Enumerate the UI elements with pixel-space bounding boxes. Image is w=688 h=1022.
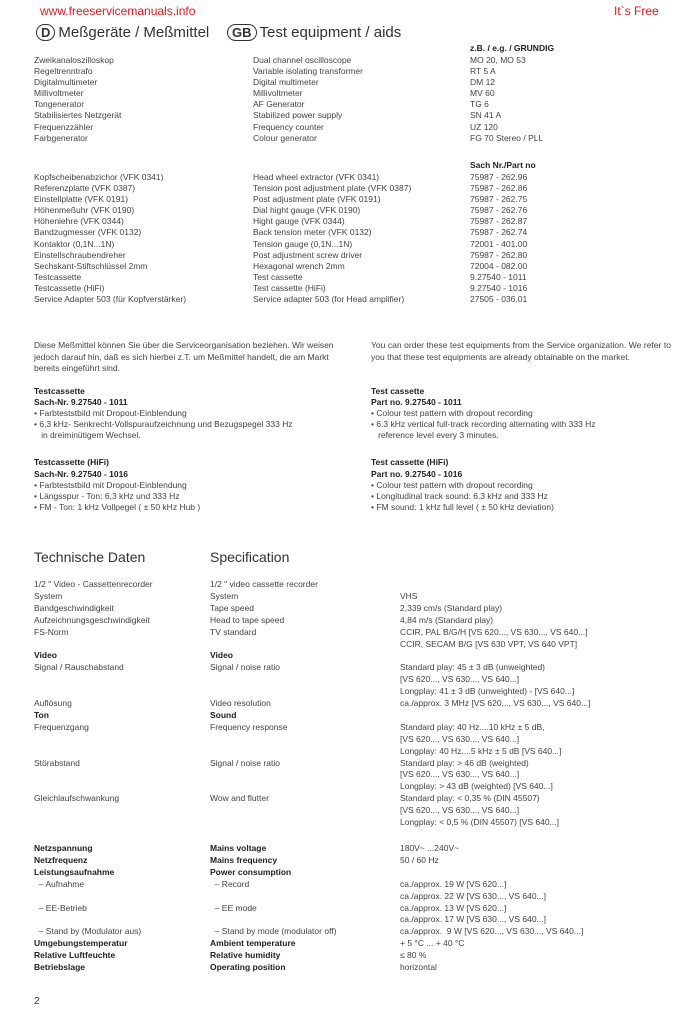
spec-cell-val: 180V~ ...240V~ — [400, 843, 460, 853]
spec-cell-de: – EE-Betrieb — [34, 902, 87, 913]
equipment-list-model — [470, 55, 543, 144]
spec-cell-de: Gleichlaufschwankung — [34, 793, 120, 804]
cassette-feature: • FM sound: 1 kHz full level ( ± 50 kHz deviation) — [371, 501, 554, 512]
cassette-feature: in dreiminütigem Wechsel. — [34, 430, 141, 441]
spec-cell-de: Frequenzgang — [34, 721, 89, 732]
equipment-name-en: Dual channel oscilloscope — [253, 55, 352, 65]
spec-cell-de: Signal / Rauschabstand — [34, 662, 124, 673]
equipment-model: TG 6 — [470, 99, 489, 110]
part-name-de: Testcassette (HiFi) — [34, 282, 105, 293]
part-name-de: Testcassette — [34, 271, 82, 282]
spec-cell-val: Longplay: 40 Hz....5 kHz ± 5 dB [VS 640...] — [400, 745, 562, 756]
spec-cell-en: Signal / noise ratio — [210, 757, 280, 768]
title-de — [36, 24, 209, 41]
spec-cell-en: Mains voltage — [210, 843, 267, 853]
spec-title-en: Specification — [210, 549, 290, 565]
spec-cell-en: Wow and flutter — [210, 793, 269, 804]
language-badge-gb: GB — [227, 24, 257, 41]
part-name-en: Dial hight gauge (VFK 0190) — [253, 205, 361, 216]
spec-cell-val: Standard play: 45 ± 3 dB (unweighted) — [400, 662, 546, 673]
part-name-de: Service Adapter 503 (für Kopfverstärker) — [34, 294, 187, 305]
part-name-de: Höhenlehre (VFK 0344) — [34, 216, 124, 227]
spec-cell-de: Ton — [34, 709, 49, 720]
part-number: 72004 - 082.00 — [470, 260, 528, 271]
spec-cell-val: ca./approx. 22 W [VS 630..., VS 640...] — [400, 890, 546, 901]
cassette-info-de — [34, 386, 293, 513]
part-name-en: Hight gauge (VFK 0344) — [253, 216, 345, 227]
part-name-en: Tension post adjustment plate (VFK 0387) — [253, 183, 412, 194]
spec-cell-en: Video resolution — [210, 698, 271, 708]
part-number: 75987 - 262.86 — [470, 183, 528, 194]
spec-cell-de: – Stand by (Modulator aus) — [34, 926, 142, 937]
spec-cell-de: FS-Norm — [34, 626, 69, 637]
site-watermark[interactable]: www.freeservicemanuals.info — [40, 4, 196, 18]
title-gb — [227, 24, 401, 41]
part-name-en: Hexagonal wrench 2mm — [253, 260, 345, 271]
spec-cell-val: 4,84 m/s (Standard play) — [400, 614, 494, 625]
spec-cell-de: Relative Luftfeuchte — [34, 950, 116, 961]
spec-cell-val: + 5 °C ... + 40 °C — [400, 938, 465, 949]
cassette-title: Test cassette — [371, 386, 425, 396]
equipment-list-de — [34, 55, 121, 144]
cassette-feature: • Farbteststbild mit Dropout-Einblendung — [34, 408, 187, 419]
spec-cell-de: Netzfrequenz — [34, 854, 88, 865]
spec-cell-en: Sound — [210, 709, 237, 720]
spec-cell-de: Bandgeschwindigkeit — [34, 602, 114, 613]
spec-cell-val: VHS — [400, 590, 418, 601]
spec-cell-val: ≤ 80 % — [400, 950, 427, 961]
spec-cell-en: 1/2 " video cassette recorder — [210, 579, 318, 589]
part-name-de: Kopfscheibenabzichor (VFK 0341) — [34, 172, 164, 182]
equipment-name-de: Zweikanaloszilloskop — [34, 55, 114, 65]
part-number: 75987 - 262.76 — [470, 205, 528, 216]
spec-cell-en: TV standard — [210, 626, 257, 637]
spec-cell-val: ca./approx. 17 W [VS 630..., VS 640...] — [400, 914, 546, 925]
spec-cell-en: Head to tape speed — [210, 614, 285, 625]
spec-cell-val: ca./approx. 13 W [VS 620...] — [400, 902, 507, 913]
spec-cell-val: Standard play: > 46 dB (weighted) — [400, 757, 529, 768]
page-number: 2 — [34, 996, 40, 1007]
cassette-feature: • Longitudinal track sound: 6.3 kHz and 333 Hz — [371, 490, 548, 501]
part-number: 27505 - 036.01 — [470, 294, 528, 305]
equipment-name-de: Stabilisiertes Netzgerät — [34, 110, 122, 121]
cassette-feature: • 6.3 kHz vertical full-track recording alternating with 333 Hz — [371, 419, 596, 430]
part-number: 9.27540 - 1016 — [470, 282, 528, 293]
spec-cell-en: Frequency response — [210, 721, 288, 732]
spec-cell-val: Longplay: < 0,5 % (DIN 45507) [VS 640...] — [400, 817, 559, 827]
part-name-en: Post adjustment screw driver — [253, 249, 363, 260]
spec-cell-val: Longplay: > 43 dB (weighted) [VS 640...] — [400, 781, 553, 792]
spec-cell-de: Umgebungstemperatur — [34, 938, 128, 949]
part-number: 75987 - 262.74 — [470, 227, 528, 238]
spec-cell-en: Operating position — [210, 962, 286, 972]
parts-list-de — [34, 172, 186, 305]
part-number: 75987 - 262.87 — [470, 216, 528, 227]
spec-cell-val: ca./approx. 3 MHz [VS 620..., VS 630..., VS 640...] — [400, 698, 591, 708]
equipment-model: RT 5 A — [470, 66, 496, 77]
spec-cell-val: ca./approx. 9 W [VS 620..., VS 630..., VS 640...] — [400, 926, 584, 937]
part-name-de: Sechskant-Stiftschlüssel 2mm — [34, 260, 148, 271]
spec-cell-val: Standard play: < 0,35 % (DIN 45507) — [400, 793, 540, 804]
spec-cell-de: Störabstand — [34, 757, 80, 768]
parts-header: Sach Nr./Part no — [470, 160, 536, 170]
equipment-name-en: Millivoltmeter — [253, 88, 303, 99]
part-number: 75987 - 262.75 — [470, 194, 528, 205]
equipment-list-en — [253, 55, 363, 144]
spec-cell-de: – Aufnahme — [34, 878, 85, 889]
spec-cell-de: Video — [34, 650, 57, 661]
spec-cell-en: Relative humidity — [210, 950, 281, 961]
part-name-en: Service adapter 503 (for Head amplifier) — [253, 294, 405, 305]
part-name-de: Höhenmeßuhr (VFK 0190) — [34, 205, 135, 216]
equipment-name-en: Variable isolating transformer — [253, 66, 363, 77]
equipment-name-en: Frequency counter — [253, 121, 324, 132]
spec-cell-de: System — [34, 590, 63, 601]
equipment-name-de: Frequenzzähler — [34, 121, 94, 132]
part-number: 75987 - 262.96 — [470, 172, 528, 182]
spec-cell-val: Standard play: 40 Hz....10 kHz ± 5 dB, — [400, 721, 545, 732]
part-name-en: Tension gauge (0,1N...1N) — [253, 238, 353, 249]
spec-cell-de: Aufzeichnungsgeschwindigkeit — [34, 614, 150, 625]
cassette-feature: reference level every 3 minutes. — [371, 430, 499, 441]
cassette-part-no: Part no. 9.27540 - 1016 — [371, 468, 463, 479]
title-gb-text: Test equipment / aids — [259, 24, 402, 41]
part-name-en: Back tension meter (VFK 0132) — [253, 227, 372, 238]
spec-cell-val: 50 / 60 Hz — [400, 854, 439, 865]
spec-cell-en: Ambient temperature — [210, 938, 296, 949]
cassette-title: Test cassette (HiFi) — [371, 457, 449, 468]
spec-cell-en: Tape speed — [210, 602, 254, 613]
spec-cell-en: Power consumption — [210, 866, 292, 877]
spec-cell-val: 2,339 cm/s (Standard play) — [400, 602, 503, 613]
spec-cell-de: Betriebslage — [34, 962, 86, 972]
equipment-name-de: Regeltrenntrafo — [34, 66, 93, 77]
note-de: Diese Meßmittel können Sie über die Serviceorganisation beziehen. Wir weisen jedoch darauf hin, daß es sich hierbei z.T. um Meßmittel handelt, die am Markt bereits eingeführt sind. — [34, 340, 334, 373]
spec-cell-val: Longplay: 41 ± 3 dB (unweighted) - [VS 640...] — [400, 686, 575, 697]
spec-cell-en: Signal / noise ratio — [210, 662, 280, 673]
spec-cell-en: – Record — [210, 878, 250, 889]
cassette-feature: • Colour test pattern with dropout recording — [371, 408, 533, 419]
part-name-en: Test cassette — [253, 271, 303, 282]
cassette-feature: • 6,3 kHz- Senkrecht-Vollspuraufzeichnung und Bezugspegel 333 Hz — [34, 419, 293, 430]
part-name-en: Test cassette (HiFi) — [253, 282, 326, 293]
spec-cell-val: [VS 620..., VS 630..., VS 640...] — [400, 674, 520, 685]
cassette-info-en — [371, 386, 596, 513]
spec-cell-de: Leistungsaufnahme — [34, 866, 115, 877]
part-name-de: Bandzugmesser (VFK 0132) — [34, 227, 142, 238]
equipment-model: DM 12 — [470, 77, 496, 88]
spec-cell-en: – EE mode — [210, 902, 257, 913]
cassette-feature: • Farbteststbild mit Dropout-Einblendung — [34, 479, 187, 490]
cassette-part-no: Sach-Nr. 9.27540 - 1011 — [34, 397, 128, 408]
spec-cell-de: 1/2 " Video - Cassettenrecorder — [34, 579, 153, 589]
spec-cell-val: [VS 620..., VS 630..., VS 640...] — [400, 805, 520, 816]
equipment-name-en: Stabilized power supply — [253, 110, 343, 121]
spec-cell-en: Mains frequency — [210, 854, 278, 865]
spec-cell-de: Netzspannung — [34, 843, 93, 853]
spec-cell-en: Video — [210, 650, 233, 661]
equipment-model: FG 70 Stereo / PLL — [470, 132, 544, 143]
part-name-de: Einstellplatte (VFK 0191) — [34, 194, 129, 205]
equipment-name-en: AF Generator — [253, 99, 305, 110]
tagline-watermark: It`s Free — [614, 4, 659, 18]
cassette-part-no: Part no. 9.27540 - 1011 — [371, 397, 462, 408]
part-name-de: Einstellschraubendreher — [34, 249, 126, 260]
equipment-name-de: Digitalmultimeter — [34, 77, 98, 88]
parts-list-en — [253, 172, 411, 305]
equipment-model: UZ 120 — [470, 121, 498, 132]
note-en: You can order these test equipments from the Service organization. We refer to you that these test equipments are already obtainable on the market. — [371, 340, 671, 362]
part-number: 9.27540 - 1011 — [470, 271, 527, 282]
spec-cell-val: CCIR, PAL B/G/H [VS 620..., VS 630..., VS 640...] — [400, 626, 588, 637]
cassette-part-no: Sach-Nr. 9.27540 - 1016 — [34, 468, 129, 479]
part-number: 75987 - 262.80 — [470, 249, 528, 260]
spec-cell-val: [VS 620..., VS 630..., VS 640...] — [400, 769, 520, 780]
equipment-name-de: Tongenerator — [34, 99, 85, 110]
equipment-model: MV 60 — [470, 88, 495, 99]
part-name-de: Referenzplatte (VFK 0387) — [34, 183, 136, 194]
spec-cell-val: CCIR, SECAM B/G [VS 630 VPT, VS 640 VPT] — [400, 638, 578, 649]
cassette-title: Testcassette — [34, 386, 85, 396]
spec-cell-val: [VS 620..., VS 630..., VS 640...] — [400, 733, 520, 744]
cassette-feature: • FM - Ton: 1 kHz Vollpegel ( ± 50 kHz Hub ) — [34, 501, 201, 512]
equipment-model: SN 41 A — [470, 110, 502, 121]
cassette-feature: • Colour test pattern with dropout recording — [371, 479, 533, 490]
equipment-name-de: Millivoltmeter — [34, 88, 84, 99]
spec-cell-en: – Stand by mode (modulator off) — [210, 926, 337, 937]
part-name-en: Post adjustment plate (VFK 0191) — [253, 194, 381, 205]
parts-list-no — [470, 172, 527, 305]
spec-title-de: Technische Daten — [34, 549, 146, 565]
cassette-title: Testcassette (HiFi) — [34, 457, 109, 468]
spec-cell-val: ca./approx. 19 W [VS 620...] — [400, 878, 507, 889]
spec-cell-de: Auflösung — [34, 698, 72, 708]
language-badge-de: D — [36, 24, 55, 41]
spec-cell-val: horizontal — [400, 962, 437, 972]
equipment-name-en: Digital multimeter — [253, 77, 319, 88]
cassette-feature: • Längsspur - Ton: 6,3 kHz und 333 Hz — [34, 490, 180, 501]
equipment-example-label: z.B. / e.g. / GRUNDIG — [470, 43, 555, 53]
part-name-de: Kontaktor (0,1N...1N) — [34, 238, 115, 249]
equipment-name-de: Farbgenerator — [34, 132, 88, 143]
equipment-name-en: Colour generator — [253, 132, 317, 143]
part-number: 72001 - 401.00 — [470, 238, 528, 249]
spec-cell-en: System — [210, 590, 239, 601]
equipment-model: MO 20, MO 53 — [470, 55, 526, 65]
part-name-en: Head wheel extractor (VFK 0341) — [253, 172, 380, 182]
title-de-text: Meßgeräte / Meßmittel — [58, 24, 210, 41]
